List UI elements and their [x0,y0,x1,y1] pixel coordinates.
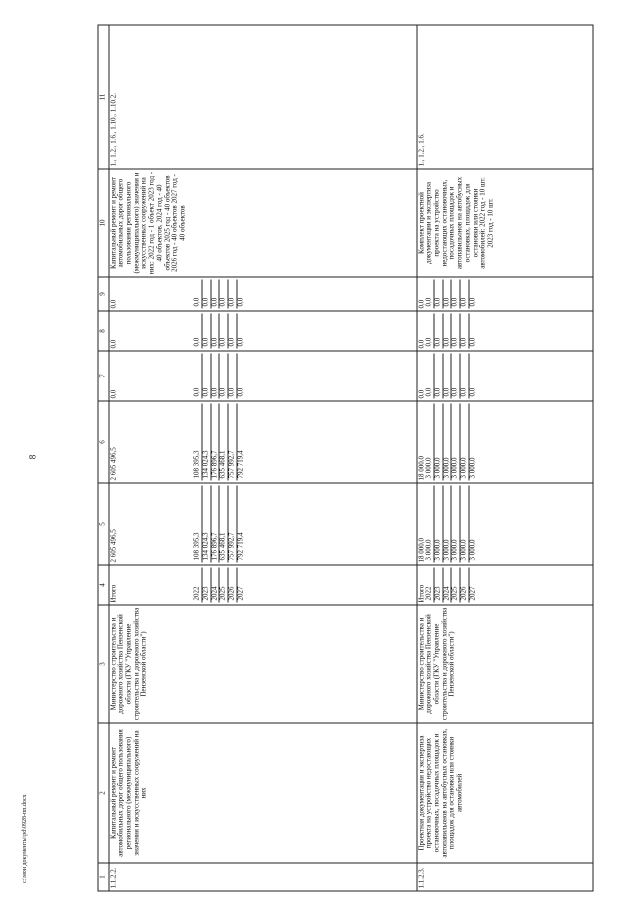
value: 0,0 [434,353,443,398]
col-header: 1 [98,863,109,891]
col-header: 10 [98,169,109,277]
value-column [416,351,592,401]
value: 134 024,3 [202,485,211,562]
value: 176 896,7 [210,403,219,480]
value: 3 000,0 [424,457,433,478]
value: 0,0 [442,353,451,398]
total-label: Итого [416,584,425,602]
value-column [108,351,416,401]
file-path-footer: c:\мои документы\pd\0928-пп.docx [22,794,28,883]
value: 0,0 [210,313,219,348]
value-column [416,483,592,565]
value-list [425,313,476,348]
col-header: 6 [98,401,109,483]
value-list [193,403,244,480]
year: 2022 [424,586,433,600]
year: 2023 [202,567,211,602]
value: 792 719,4 [236,485,244,562]
value: 0,0 [451,353,460,398]
value-list [425,279,476,308]
value: 0,0 [460,279,469,308]
value: 792 719,4 [236,403,244,480]
value: 0,0 [434,279,443,308]
value: 3 000,0 [468,485,476,562]
total-value: 0,0 [108,299,117,308]
value: 0,0 [451,313,460,348]
total-label: Итого [108,584,117,602]
table-row [108,25,416,891]
col-header: 9 [98,277,109,311]
value: 108 395,3 [192,532,201,560]
value-list [425,353,476,398]
total-value: 0,0 [108,389,117,398]
value: 0,0 [192,337,201,346]
col-header: 2 [98,723,109,863]
value: 3 000,0 [451,485,460,562]
value-column [108,401,416,483]
value: 3 000,0 [451,403,460,480]
total-value: 0,0 [108,339,117,348]
col-header: 4 [98,565,109,605]
total-value: 18 000,0 [416,537,425,562]
value: 0,0 [192,297,201,306]
value: 0,0 [236,313,244,348]
value: 0,0 [460,313,469,348]
value-list [193,353,244,398]
value-list [425,485,476,562]
value-column [416,277,592,311]
year: 2025 [219,567,228,602]
value-column [108,277,416,311]
value-list [193,313,244,348]
value: 0,0 [442,313,451,348]
year: 2026 [228,567,237,602]
value-list [193,279,244,308]
measure-name: Капитальный ремонт и ремонт автомобильных дорог общего пользования регионального (межмуниципального) значения и искусственных сооружений на них [108,723,416,863]
value: 0,0 [468,279,476,308]
total-value: 0,0 [416,389,425,398]
value: 635 468,1 [219,403,228,480]
value: 176 896,7 [210,485,219,562]
value-list [425,403,476,480]
value: 0,0 [219,279,228,308]
value: 0,0 [228,279,237,308]
value: 3 000,0 [460,403,469,480]
year: 2022 [192,586,201,600]
value: 0,0 [219,313,228,348]
value: 108 395,3 [192,450,201,478]
table-row [416,25,592,891]
year: 2023 [434,567,443,602]
page-number: 8 [27,454,38,460]
value-list [193,485,244,562]
value: 0,0 [202,313,211,348]
total-value: 0,0 [416,299,425,308]
value: 0,0 [210,353,219,398]
year-column [108,565,416,605]
row-number: 1.1.2.3. [416,863,592,891]
row-number: 1.1.2.2. [108,863,416,891]
col-header: 7 [98,351,109,401]
indicator-links: 1., 1.2., 1.6., 1.10., 1.10.2. [108,25,416,169]
executor: Министерство строительства и дорожного хозяйства Пензенской области (ГКУ "Управление строительства и дорожного хозяйства Пензенской области") [108,605,416,723]
value: 0,0 [424,387,433,396]
year-list [193,567,244,602]
value: 0,0 [460,353,469,398]
col-header: 3 [98,605,109,723]
value: 635 468,1 [219,485,228,562]
value: 0,0 [219,353,228,398]
value: 134 024,3 [202,403,211,480]
value: 3 000,0 [434,403,443,480]
col-header: 11 [98,25,109,169]
value-column [108,483,416,565]
rotated-table-container [97,25,592,891]
column-number-row [98,25,109,891]
value: 0,0 [192,387,201,396]
expected-result: Комплект проектной документации и экспертиза проекта на устройство недостающих остановочных, посадочных площадок и автопавильонов на автобусных остановках, площадок для остановки или стоянки автомобилей: 2022 год - 10 шт. 2023 год - 10 шт. [416,169,592,277]
value: 0,0 [468,313,476,348]
col-header: 8 [98,311,109,351]
year-column [416,565,592,605]
total-value: 2 605 496,5 [108,528,117,562]
total-value: 2 605 496,5 [108,446,117,480]
value: 0,0 [236,279,244,308]
year: 2027 [236,567,244,602]
year: 2024 [210,567,219,602]
value: 0,0 [451,279,460,308]
executor: Министерство строительства и дорожного хозяйства Пензенской области (ГКУ "Управление строительства и дорожного хозяйства Пензенской области") [416,605,592,723]
value: 0,0 [236,353,244,398]
value-column [416,401,592,483]
year: 2027 [468,567,476,602]
value: 3 000,0 [434,485,443,562]
value: 3 000,0 [460,485,469,562]
value: 0,0 [202,353,211,398]
program-table [97,24,593,891]
value: 0,0 [424,337,433,346]
year: 2024 [442,567,451,602]
year: 2025 [451,567,460,602]
value-column [416,311,592,351]
value: 3 000,0 [442,403,451,480]
value: 0,0 [424,297,433,306]
value: 0,0 [468,353,476,398]
value: 0,0 [202,279,211,308]
value: 0,0 [442,279,451,308]
indicator-links: 1., 1.2., 1.6. [416,25,592,169]
value: 0,0 [228,313,237,348]
col-header: 5 [98,483,109,565]
table-rotation [97,25,592,891]
value: 3 000,0 [468,403,476,480]
expected-result: Капитальный ремонт и ремонт автомобильных дорог общего пользования регионального (межмуниципального) значения и искусственных сооружений на них: 2022 год - 1 объект 2023 год - 40 объектов, 2024 год - 40 объектов 2025 год - 40 объектов 2026 год - 40 объектов 2027 год - 40 объектов [108,169,416,277]
value: 757 992,7 [228,485,237,562]
value: 757 992,7 [228,403,237,480]
value-column [108,311,416,351]
value: 3 000,0 [424,539,433,560]
value: 0,0 [228,353,237,398]
total-value: 18 000,0 [416,455,425,480]
measure-name: Проектная документация и экспертиза проекта на устройство недостающих остановочных, посадочных площадок и автопавильонов на автобусных остановках, площадок для остановки или стоянки автомобилей [416,723,592,863]
year: 2026 [460,567,469,602]
value: 3 000,0 [442,485,451,562]
value: 0,0 [434,313,443,348]
year-list [425,567,476,602]
total-value: 0,0 [416,339,425,348]
value: 0,0 [210,279,219,308]
